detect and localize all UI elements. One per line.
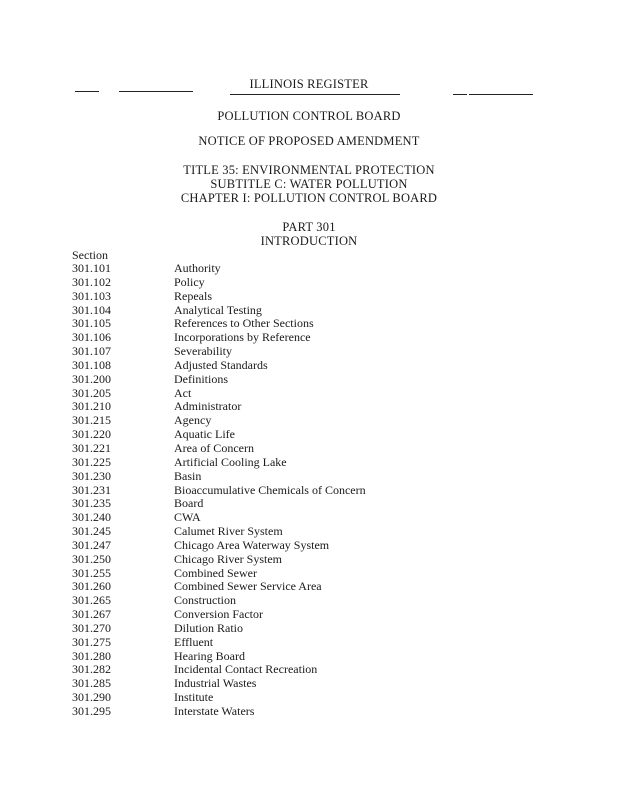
section-number: 301.221 <box>72 440 111 455</box>
section-number: 301.101 <box>72 261 111 275</box>
section-title: Adjusted Standards <box>174 357 268 372</box>
section-number: 301.210 <box>72 399 111 414</box>
section-title: Board <box>174 496 204 511</box>
section-title: Area of Concern <box>174 440 254 455</box>
part-name: INTRODUCTION <box>260 234 358 248</box>
header-rule-right-long <box>469 94 533 95</box>
section-number: 301.225 <box>72 454 111 469</box>
section-number: 301.231 <box>72 482 111 497</box>
section-number: 301.205 <box>72 385 111 400</box>
section-number: 301.104 <box>72 302 111 317</box>
section-row <box>0 359 618 373</box>
section-number: 301.290 <box>72 690 111 705</box>
section-number: 301.295 <box>72 704 111 718</box>
section-number: 301.282 <box>72 662 111 677</box>
section-title: Chicago Area Waterway System <box>174 537 330 552</box>
section-number: 301.270 <box>72 620 111 635</box>
section-row <box>0 622 618 636</box>
section-list <box>0 262 618 719</box>
section-number: 301.255 <box>72 565 111 580</box>
section-title: Hearing Board <box>174 648 245 663</box>
section-number: 301.230 <box>72 468 111 483</box>
section-row <box>0 304 618 318</box>
section-row <box>0 580 618 594</box>
section-row <box>0 414 618 428</box>
section-number: 301.267 <box>72 607 111 622</box>
section-title: Definitions <box>174 371 228 386</box>
section-row <box>0 539 618 553</box>
section-title: Bioaccumulative Chemicals of Concern <box>174 482 366 497</box>
section-row <box>0 691 618 705</box>
section-number: 301.285 <box>72 676 111 691</box>
section-row <box>0 650 618 664</box>
header-rule-center <box>230 94 400 95</box>
section-number: 301.108 <box>72 357 111 372</box>
subtitle-line: SUBTITLE C: WATER POLLUTION <box>210 177 408 191</box>
section-number: 301.275 <box>72 634 111 649</box>
section-number: 301.240 <box>72 510 111 525</box>
section-title: Basin <box>174 468 202 483</box>
section-row <box>0 663 618 677</box>
section-title: Chicago River System <box>174 551 282 566</box>
section-number: 301.245 <box>72 524 111 539</box>
section-row <box>0 636 618 650</box>
section-title: References to Other Sections <box>174 316 314 331</box>
section-title: Severability <box>174 344 232 359</box>
section-number: 301.260 <box>72 579 111 594</box>
section-number: 301.107 <box>72 344 111 359</box>
section-number: 301.103 <box>72 288 111 303</box>
section-number: 301.215 <box>72 413 111 428</box>
section-row <box>0 331 618 345</box>
notice-title: NOTICE OF PROPOSED AMENDMENT <box>198 134 420 148</box>
register-title: ILLINOIS REGISTER <box>249 77 369 91</box>
part-number: PART 301 <box>282 220 336 234</box>
section-title: Authority <box>174 261 221 275</box>
section-title: Calumet River System <box>174 524 283 539</box>
section-row <box>0 705 618 719</box>
section-title: Artificial Cooling Lake <box>174 454 287 469</box>
section-title: Policy <box>174 274 205 289</box>
section-row <box>0 345 618 359</box>
section-row <box>0 317 618 331</box>
section-row <box>0 290 618 304</box>
section-row <box>0 373 618 387</box>
section-row <box>0 511 618 525</box>
section-number: 301.235 <box>72 496 111 511</box>
section-number: 301.200 <box>72 371 111 386</box>
section-row <box>0 594 618 608</box>
section-title: Conversion Factor <box>174 607 263 622</box>
section-number: 301.247 <box>72 537 111 552</box>
section-title: Aquatic Life <box>174 427 235 442</box>
section-row <box>0 567 618 581</box>
section-number: 301.250 <box>72 551 111 566</box>
section-title: Agency <box>174 413 212 428</box>
section-title: CWA <box>174 510 201 525</box>
section-number: 301.102 <box>72 274 111 289</box>
section-row <box>0 553 618 567</box>
section-column-label: Section <box>72 248 108 262</box>
section-row <box>0 456 618 470</box>
header-rule-right-short <box>453 94 467 95</box>
section-row <box>0 470 618 484</box>
section-row <box>0 262 618 276</box>
section-title: Repeals <box>174 288 212 303</box>
section-title: Act <box>174 385 192 400</box>
section-row <box>0 387 618 401</box>
section-row <box>0 276 618 290</box>
section-number: 301.105 <box>72 316 111 331</box>
section-row <box>0 525 618 539</box>
section-title: Incorporations by Reference <box>174 330 311 345</box>
section-row <box>0 400 618 414</box>
section-row <box>0 442 618 456</box>
section-row <box>0 428 618 442</box>
section-title: Administrator <box>174 399 242 414</box>
section-number: 301.265 <box>72 593 111 608</box>
section-row <box>0 677 618 691</box>
section-title: Institute <box>174 690 214 705</box>
section-row <box>0 484 618 498</box>
board-name: POLLUTION CONTROL BOARD <box>217 109 401 123</box>
section-row <box>0 608 618 622</box>
section-title: Combined Sewer Service Area <box>174 579 322 594</box>
section-title: Effluent <box>174 634 214 649</box>
section-title: Incidental Contact Recreation <box>174 662 318 677</box>
section-title: Combined Sewer <box>174 565 257 580</box>
section-title: Analytical Testing <box>174 302 262 317</box>
section-number: 301.280 <box>72 648 111 663</box>
title-line: TITLE 35: ENVIRONMENTAL PROTECTION <box>183 163 435 177</box>
chapter-line: CHAPTER I: POLLUTION CONTROL BOARD <box>180 191 438 205</box>
section-row <box>0 497 618 511</box>
section-number: 301.106 <box>72 330 111 345</box>
section-number: 301.220 <box>72 427 111 442</box>
section-title: Construction <box>174 593 236 608</box>
section-title: Interstate Waters <box>174 704 255 718</box>
section-title: Dilution Ratio <box>174 620 243 635</box>
section-title: Industrial Wastes <box>174 676 257 691</box>
